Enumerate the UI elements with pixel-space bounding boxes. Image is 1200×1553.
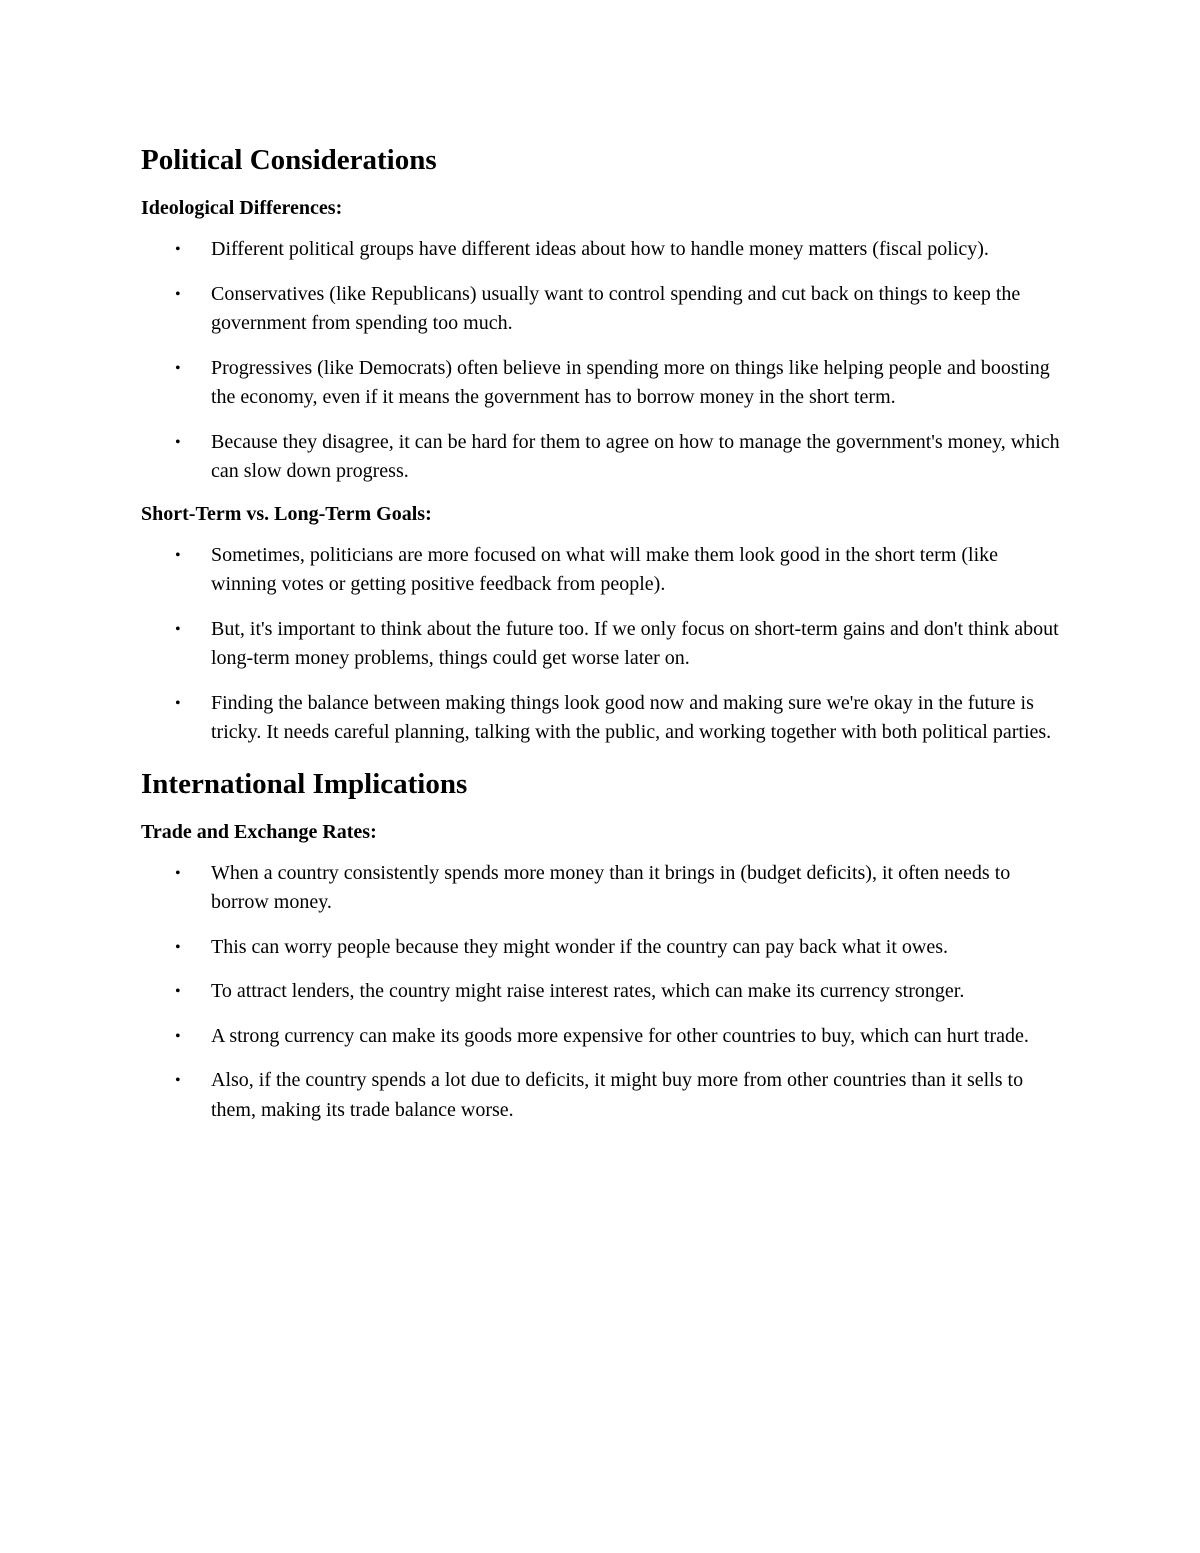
bullet-icon: • (175, 285, 181, 303)
list-item-text: A strong currency can make its goods more expensive for other countries to buy, which can hurt trade. (211, 1024, 1029, 1047)
bullet-icon: • (175, 620, 181, 638)
subsection-heading-short-vs-long-term-goals: Short-Term vs. Long-Term Goals: (141, 502, 432, 525)
list-item-text: Finding the balance between making things look good now and making sure we're okay in the future is tricky. It needs careful planning, talking with the public, and working together with both political parties. (211, 691, 1052, 743)
section-title-political-considerations: Political Considerations (141, 144, 437, 176)
list-item (141, 689, 1061, 748)
list-item-text: Different political groups have different ideas about how to handle money matters (fiscal policy). (211, 238, 989, 260)
list-item (141, 615, 1061, 674)
bullet-icon: • (175, 694, 181, 712)
list-item-text: Sometimes, politicians are more focused on what will make them look good in the short term (like winning votes or getting positive feedback from people). (211, 543, 999, 595)
bullet-icon: • (175, 1027, 181, 1045)
list-item-text: When a country consistently spends more money than it brings in (budget deficits), it often needs to borrow money. (211, 861, 1011, 913)
bullet-icon: • (175, 546, 181, 564)
list-item (141, 541, 1061, 600)
list-item (141, 280, 1061, 339)
list-item-text: But, it's important to think about the future too. If we only focus on short-term gains and don't think about long-term money problems, things could get worse later on. (211, 617, 1059, 669)
list-item-text: Conservatives (like Republicans) usually want to control spending and cut back on things to keep the government from spending too much. (211, 282, 1021, 334)
list-item (141, 1022, 1061, 1052)
bullet-list-ideological-differences (141, 235, 1061, 487)
bullet-icon: • (175, 983, 181, 1000)
list-item (141, 933, 1061, 963)
list-item (141, 859, 1061, 918)
list-item (141, 235, 1061, 265)
document-page (141, 142, 1061, 1139)
bullet-icon: • (175, 433, 181, 451)
list-item (141, 428, 1061, 487)
list-item-text: Also, if the country spends a lot due to deficits, it might buy more from other countries than it sells to them, making its trade balance worse. (211, 1069, 1024, 1121)
list-item-text: This can worry people because they might wonder if the country can pay back what it owes. (211, 935, 948, 958)
bullet-icon: • (175, 241, 181, 258)
list-item (141, 1066, 1061, 1125)
list-item-text: Progressives (like Democrats) often believe in spending more on things like helping people and boosting the economy, even if it means the government has to borrow money in the short term. (211, 356, 1050, 408)
list-item (141, 354, 1061, 413)
bullet-icon: • (175, 938, 181, 956)
list-item (141, 977, 1061, 1007)
section-title-international-implications: International Implications (141, 767, 468, 800)
bullet-icon: • (175, 359, 181, 377)
bullet-list-short-vs-long-term-goals (141, 541, 1061, 748)
subsection-heading-trade-and-exchange-rates: Trade and Exchange Rates: (141, 820, 377, 843)
bullet-icon: • (175, 864, 181, 882)
bullet-list-trade-and-exchange-rates (141, 859, 1061, 1126)
bullet-icon: • (175, 1072, 181, 1089)
list-item-text: To attract lenders, the country might raise interest rates, which can make its currency stronger. (211, 980, 965, 1002)
subsection-heading-ideological-differences: Ideological Differences: (141, 197, 343, 219)
list-item-text: Because they disagree, it can be hard for them to agree on how to manage the government's money, which can slow down progress. (211, 430, 1060, 482)
